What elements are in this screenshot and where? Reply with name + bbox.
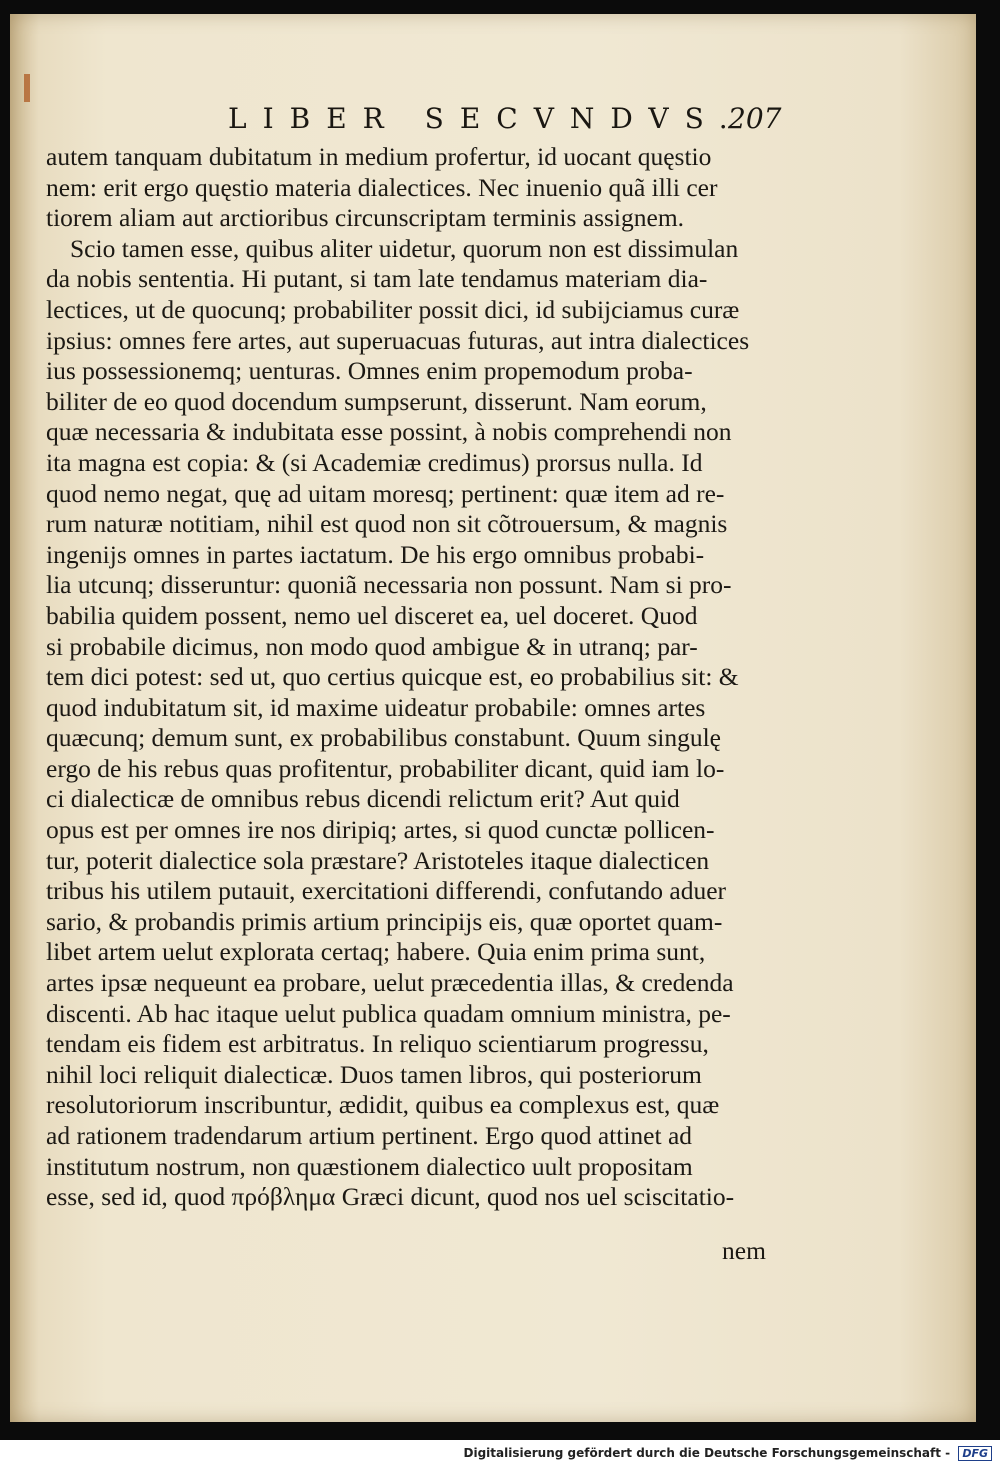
credit-text: Digitalisierung gefördert durch die Deutsche Forschungsgemeinschaft -	[463, 1446, 951, 1460]
text-line: tem dici potest: sed ut, quo certius quicque est, eo probabilius sit: &	[46, 662, 739, 692]
text-line: quæ necessaria & indubitata esse possint, à nobis comprehendi non	[46, 417, 732, 447]
text-line: ergo de his rebus quas profitentur, probabiliter dicant, quid iam lo-	[46, 753, 725, 783]
text-line: rum naturæ notitiam, nihil est quod non sit cõtrouersum, & magnis	[46, 509, 728, 539]
text-line: autem tanquam dubitatum in medium profertur, id uocant quęstio	[46, 142, 712, 171]
text-line: nihil loci reliquit dialecticæ. Duos tamen libros, qui posteriorum	[46, 1059, 702, 1089]
running-title: LIBER SECVNDVS.	[228, 102, 744, 135]
page-header	[10, 102, 976, 142]
book-page	[10, 14, 976, 1422]
text-line: resolutoriorum inscribuntur, ædidit, quibus ea complexus est, quæ	[46, 1090, 720, 1120]
text-line: babilia quidem possent, nemo uel disceret ea, uel doceret. Quod	[46, 600, 698, 630]
dfg-logo-icon: DFG	[958, 1446, 992, 1461]
digitization-credit	[464, 1446, 992, 1461]
text-line: Scio tamen esse, quibus aliter uidetur, quorum non est dissimulan	[70, 233, 739, 263]
text-line: quod indubitatum sit, id maxime uideatur probabile: omnes artes	[46, 692, 706, 722]
text-line: opus est per omnes ire nos diripiq; artes, si quod cunctæ pollicen-	[46, 815, 715, 845]
text-line: ius possessionemq; uenturas. Omnes enim propemodum proba-	[46, 356, 693, 386]
gutter-mark	[24, 74, 30, 102]
catchword: nem	[722, 1236, 766, 1265]
text-line: institutum nostrum, non quæstionem dialectico uult propositam	[46, 1151, 693, 1181]
text-line: ad rationem tradendarum artium pertinent. Ergo quod attinet ad	[46, 1121, 693, 1150]
body-text	[46, 142, 806, 1213]
page-number: 207	[728, 102, 782, 135]
text-line: libet artem uelut explorata certaq; habere. Quia enim prima sunt,	[46, 937, 706, 967]
text-line: quod nemo negat, quę ad uitam moresq; pertinent: quæ item ad re-	[46, 478, 725, 508]
text-line: ita magna est copia: & (si Academiæ credimus) prorsus nulla. Id	[46, 447, 703, 477]
text-line: discenti. Ab hac itaque uelut publica quadam omnium ministra, pe-	[46, 998, 731, 1028]
text-line: ipsius: omnes fere artes, aut superuacuas futuras, aut intra dialectices	[46, 325, 750, 355]
text-line: tiorem aliam aut arctioribus circunscriptam terminis assignem.	[46, 203, 685, 233]
text-line: quæcunq; demum sunt, ex probabilibus constabunt. Quum singulę	[46, 723, 721, 753]
text-line: da nobis sententia. Hi putant, si tam late tendamus materiam dia-	[46, 264, 708, 294]
text-line: tribus his utilem putauit, exercitationi differendi, confutando aduer	[46, 876, 727, 906]
text-line: biliter de eo quod docendum sumpserunt, disserunt. Nam eorum,	[46, 386, 707, 416]
text-line: esse, sed id, quod πρόβλημα Græci dicunt, quod nos uel sciscitatio-	[46, 1182, 735, 1212]
text-line: si probabile dicimus, non modo quod ambigue & in utranq; par-	[46, 631, 698, 661]
text-line: tur, poterit dialectice sola præstare? Aristoteles itaque dialecticen	[46, 845, 710, 875]
text-line: lectices, ut de quocunq; probabiliter possit dici, id subijciamus curæ	[46, 294, 740, 324]
text-line: ci dialecticæ de omnibus rebus dicendi relictum erit? Aut quid	[46, 784, 680, 814]
text-line: lia utcunq; disseruntur: quoniã necessaria non possunt. Nam si pro-	[46, 570, 732, 600]
text-line: nem: erit ergo quęstio materia dialectices. Nec inuenio quã illi cer	[46, 172, 718, 202]
text-line: ingenijs omnes in partes iactatum. De his ergo omnibus probabi-	[46, 539, 705, 569]
text-line: artes ipsæ nequeunt ea probare, uelut præcedentia illas, & credenda	[46, 968, 734, 998]
text-line: sario, & probandis primis artium principijs eis, quæ oportet quam-	[46, 906, 723, 936]
text-line: tendam eis fidem est arbitratus. In reliquo scientiarum progressu,	[46, 1029, 709, 1059]
